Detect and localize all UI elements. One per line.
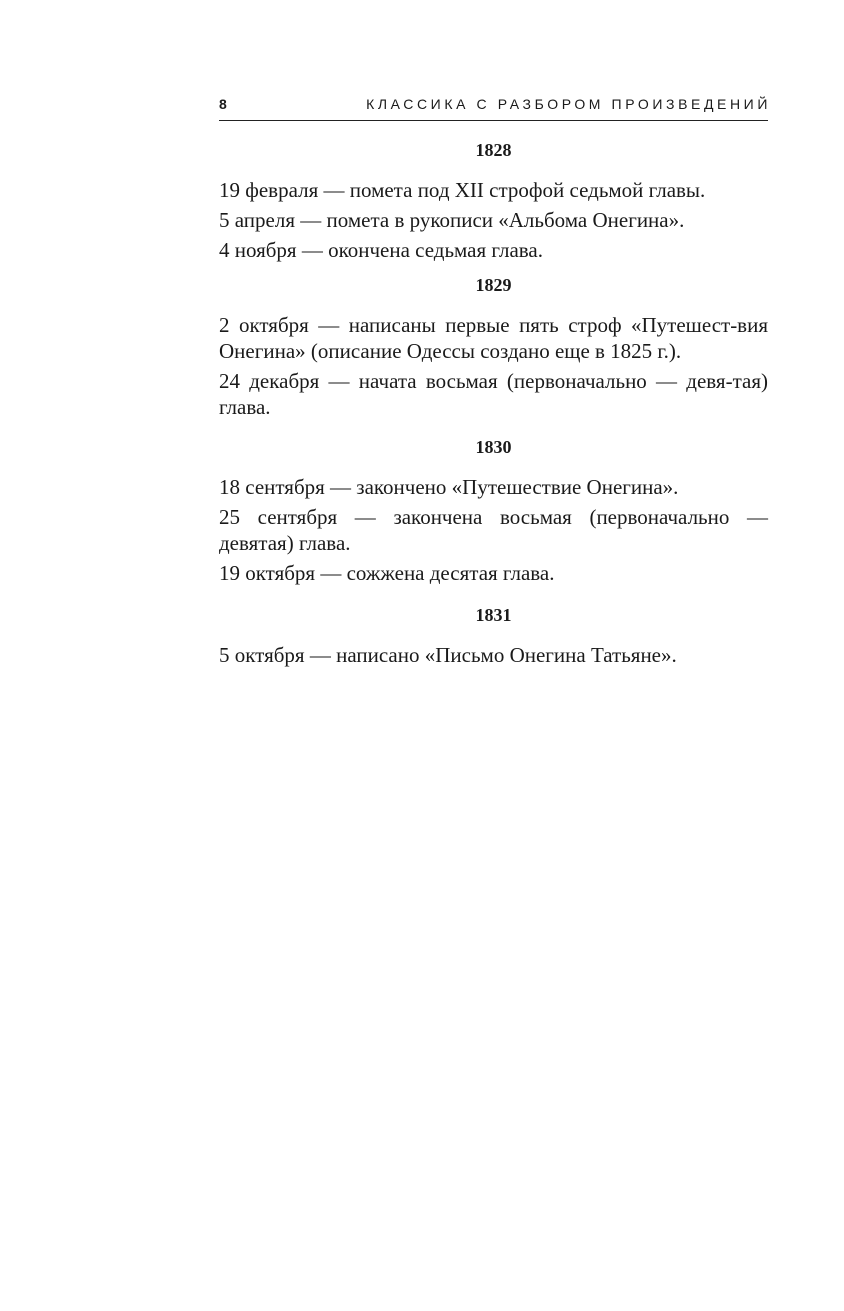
book-page [219,96,771,667]
chronology-entry: 18 сентября — закончено «Путешествие Онегина». [219,475,679,499]
chronology-entry: 5 апреля — помета в рукописи «Альбома Онегина». [219,208,685,232]
chronology-entry: 4 ноября — окончена седьмая глава. [219,238,543,262]
chronology-entry: 19 февраля — помета под XII строфой седьмой главы. [219,178,706,202]
year-section-1828 [219,138,768,263]
year-section-1830 [219,435,768,586]
year-heading: 1830 [475,437,512,457]
running-header [219,96,771,121]
year-section-1831 [219,603,768,668]
year-heading: 1829 [475,275,512,295]
year-heading: 1831 [475,605,512,625]
chronology-entry: 25 сентября — закончена восьмая (первоначально — девятая) глава. [219,505,768,555]
series-title: КЛАССИКА С РАЗБОРОМ ПРОИЗВЕДЕНИЙ [366,96,771,112]
page-number: 8 [219,96,227,112]
year-section-1829 [219,273,768,420]
chronology-entry: 19 октября — сожжена десятая глава. [219,561,555,585]
chronology-entry: 24 декабря — начата восьмая (первоначально — девя-тая) глава. [219,369,768,419]
chronology-entry: 5 октября — написано «Письмо Онегина Татьяне». [219,643,677,667]
chronology-entry: 2 октября — написаны первые пять строф «Путешест-вия Онегина» (описание Одессы создано еще в 1825 г.). [219,313,768,363]
year-heading: 1828 [475,140,512,160]
